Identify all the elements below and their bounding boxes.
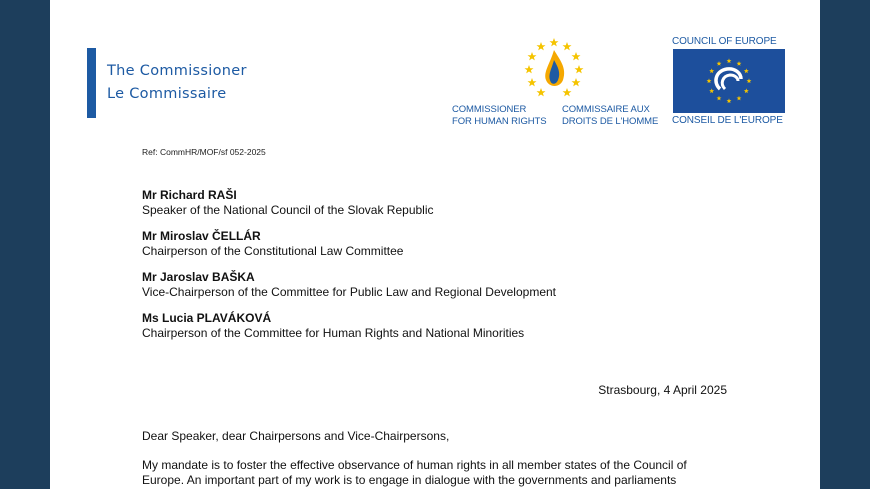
flame-stars-emblem-icon: [523, 38, 585, 100]
commissioner-title: [107, 60, 247, 106]
recipient-name: Mr Miroslav ČELLÁR: [142, 229, 261, 243]
recipient: [142, 270, 556, 300]
recipient-name: Mr Jaroslav BAŠKA: [142, 270, 255, 284]
recipient-name: Ms Lucia PLAVÁKOVÁ: [142, 311, 272, 325]
body-line: My mandate is to foster the effective observance of human rights in all member states of the Council of: [142, 458, 687, 472]
header-accent-bar: [87, 48, 96, 118]
recipient: [142, 229, 556, 259]
council-of-europe-logo: [672, 36, 787, 130]
recipient: [142, 311, 556, 341]
body-line: Europe. An important part of my work is to engage in dialogue with the governments and parliaments: [142, 473, 677, 487]
commissioner-logo-french-text: COMMISSAIRE AUX DROITS DE L'HOMME: [562, 104, 659, 127]
reference-number: Ref: CommHR/MOF/sf 052-2025: [142, 147, 266, 157]
council-of-europe-flag-icon: [673, 49, 785, 113]
recipient-role: Chairperson of the Committee for Human Rights and National Minorities: [142, 326, 525, 340]
salutation: Dear Speaker, dear Chairpersons and Vice-Chairpersons,: [142, 429, 450, 443]
recipient-role: Chairperson of the Constitutional Law Committee: [142, 244, 404, 258]
recipient-name: Mr Richard RAŠI: [142, 188, 237, 202]
letter-date: Strasbourg, 4 April 2025: [598, 383, 727, 397]
title-english: The Commissioner: [107, 63, 247, 79]
letter-body: [142, 458, 742, 488]
commissioner-logo-english-text: COMMISSIONER FOR HUMAN RIGHTS: [452, 104, 547, 127]
title-french: Le Commissaire: [107, 86, 227, 102]
commissioner-logo: [452, 38, 662, 130]
recipient: [142, 188, 556, 218]
recipients-block: [142, 188, 556, 352]
recipient-role: Speaker of the National Council of the Slovak Republic: [142, 203, 434, 217]
letter-page: [50, 0, 820, 489]
recipient-role: Vice-Chairperson of the Committee for Public Law and Regional Development: [142, 285, 556, 299]
coe-logo-french-text: CONSEIL DE L'EUROPE: [672, 115, 783, 126]
coe-logo-english-text: COUNCIL OF EUROPE: [672, 36, 777, 47]
